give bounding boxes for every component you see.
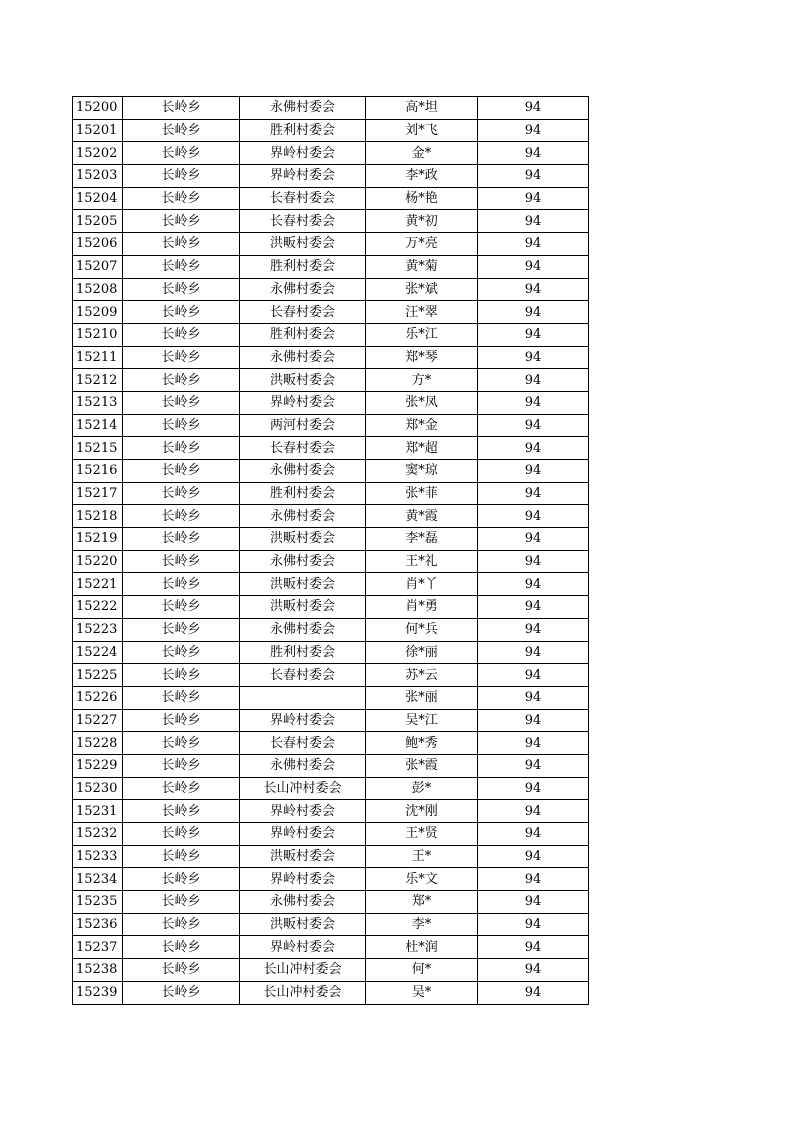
- score-cell: 94: [478, 641, 589, 664]
- score-cell: 94: [478, 187, 589, 210]
- roster-table: [72, 96, 589, 1005]
- village-committee-cell: 永佛村委会: [240, 754, 366, 777]
- table-row: [73, 482, 589, 505]
- table-row: [73, 618, 589, 641]
- record-number-cell: 15228: [73, 732, 123, 755]
- township-cell: 长岭乡: [123, 823, 240, 846]
- person-name-cell: 方*: [366, 369, 478, 392]
- record-number-cell: 15203: [73, 165, 123, 188]
- table-row: [73, 414, 589, 437]
- score-cell: 94: [478, 777, 589, 800]
- person-name-cell: 乐*文: [366, 868, 478, 891]
- person-name-cell: 何*兵: [366, 618, 478, 641]
- score-cell: 94: [478, 505, 589, 528]
- village-committee-cell: 永佛村委会: [240, 460, 366, 483]
- village-committee-cell: 长春村委会: [240, 187, 366, 210]
- score-cell: 94: [478, 142, 589, 165]
- person-name-cell: 张*凤: [366, 391, 478, 414]
- table-row: [73, 936, 589, 959]
- record-number-cell: 15237: [73, 936, 123, 959]
- table-row: [73, 686, 589, 709]
- person-name-cell: 李*: [366, 913, 478, 936]
- table-row: [73, 709, 589, 732]
- table-row: [73, 97, 589, 120]
- table-row: [73, 641, 589, 664]
- village-committee-cell: 长春村委会: [240, 301, 366, 324]
- person-name-cell: 王*贤: [366, 823, 478, 846]
- table-row: [73, 187, 589, 210]
- township-cell: 长岭乡: [123, 664, 240, 687]
- record-number-cell: 15212: [73, 369, 123, 392]
- village-committee-cell: 洪畈村委会: [240, 233, 366, 256]
- person-name-cell: 李*政: [366, 165, 478, 188]
- township-cell: 长岭乡: [123, 528, 240, 551]
- village-committee-cell: 洪畈村委会: [240, 369, 366, 392]
- township-cell: 长岭乡: [123, 936, 240, 959]
- table-row: [73, 460, 589, 483]
- village-committee-cell: 长春村委会: [240, 664, 366, 687]
- score-cell: 94: [478, 618, 589, 641]
- score-cell: 94: [478, 823, 589, 846]
- table-row: [73, 142, 589, 165]
- township-cell: 长岭乡: [123, 301, 240, 324]
- table-row: [73, 664, 589, 687]
- township-cell: 长岭乡: [123, 391, 240, 414]
- village-committee-cell: 永佛村委会: [240, 891, 366, 914]
- score-cell: 94: [478, 278, 589, 301]
- village-committee-cell: 长山冲村委会: [240, 981, 366, 1004]
- person-name-cell: 肖*勇: [366, 596, 478, 619]
- score-cell: 94: [478, 482, 589, 505]
- score-cell: 94: [478, 754, 589, 777]
- score-cell: 94: [478, 868, 589, 891]
- person-name-cell: 乐*江: [366, 323, 478, 346]
- village-committee-cell: 长山冲村委会: [240, 777, 366, 800]
- score-cell: 94: [478, 233, 589, 256]
- person-name-cell: 万*亮: [366, 233, 478, 256]
- record-number-cell: 15224: [73, 641, 123, 664]
- record-number-cell: 15211: [73, 346, 123, 369]
- person-name-cell: 吴*: [366, 981, 478, 1004]
- record-number-cell: 15214: [73, 414, 123, 437]
- table-row: [73, 391, 589, 414]
- table-row: [73, 165, 589, 188]
- table-row: [73, 437, 589, 460]
- person-name-cell: 肖*丫: [366, 573, 478, 596]
- record-number-cell: 15225: [73, 664, 123, 687]
- township-cell: 长岭乡: [123, 346, 240, 369]
- record-number-cell: 15232: [73, 823, 123, 846]
- person-name-cell: 张*霞: [366, 754, 478, 777]
- person-name-cell: 王*礼: [366, 550, 478, 573]
- person-name-cell: 鲍*秀: [366, 732, 478, 755]
- table-row: [73, 845, 589, 868]
- village-committee-cell: 洪畈村委会: [240, 528, 366, 551]
- township-cell: 长岭乡: [123, 210, 240, 233]
- township-cell: 长岭乡: [123, 550, 240, 573]
- person-name-cell: 郑*金: [366, 414, 478, 437]
- score-cell: 94: [478, 210, 589, 233]
- record-number-cell: 15226: [73, 686, 123, 709]
- table-row: [73, 550, 589, 573]
- village-committee-cell: 胜利村委会: [240, 641, 366, 664]
- village-committee-cell: 永佛村委会: [240, 278, 366, 301]
- person-name-cell: 黄*霞: [366, 505, 478, 528]
- village-committee-cell: 界岭村委会: [240, 391, 366, 414]
- person-name-cell: 高*坦: [366, 97, 478, 120]
- township-cell: 长岭乡: [123, 709, 240, 732]
- record-number-cell: 15207: [73, 255, 123, 278]
- table-row: [73, 369, 589, 392]
- village-committee-cell: 界岭村委会: [240, 800, 366, 823]
- person-name-cell: 郑*: [366, 891, 478, 914]
- village-committee-cell: 永佛村委会: [240, 505, 366, 528]
- township-cell: 长岭乡: [123, 913, 240, 936]
- record-number-cell: 15210: [73, 323, 123, 346]
- township-cell: 长岭乡: [123, 255, 240, 278]
- township-cell: 长岭乡: [123, 618, 240, 641]
- score-cell: 94: [478, 414, 589, 437]
- score-cell: 94: [478, 596, 589, 619]
- record-number-cell: 15205: [73, 210, 123, 233]
- village-committee-cell: 洪畈村委会: [240, 913, 366, 936]
- score-cell: 94: [478, 913, 589, 936]
- table-row: [73, 777, 589, 800]
- person-name-cell: 汪*翠: [366, 301, 478, 324]
- village-committee-cell: 胜利村委会: [240, 482, 366, 505]
- village-committee-cell: 永佛村委会: [240, 550, 366, 573]
- score-cell: 94: [478, 255, 589, 278]
- score-cell: 94: [478, 732, 589, 755]
- village-committee-cell: 界岭村委会: [240, 709, 366, 732]
- score-cell: 94: [478, 709, 589, 732]
- table-row: [73, 596, 589, 619]
- township-cell: 长岭乡: [123, 959, 240, 982]
- record-number-cell: 15233: [73, 845, 123, 868]
- roster-table-body: [73, 97, 589, 1005]
- township-cell: 长岭乡: [123, 732, 240, 755]
- person-name-cell: 王*: [366, 845, 478, 868]
- table-row: [73, 323, 589, 346]
- village-committee-cell: 两河村委会: [240, 414, 366, 437]
- record-number-cell: 15221: [73, 573, 123, 596]
- township-cell: 长岭乡: [123, 981, 240, 1004]
- score-cell: 94: [478, 891, 589, 914]
- village-committee-cell: 长春村委会: [240, 210, 366, 233]
- record-number-cell: 15202: [73, 142, 123, 165]
- township-cell: 长岭乡: [123, 777, 240, 800]
- person-name-cell: 郑*琴: [366, 346, 478, 369]
- village-committee-cell: 永佛村委会: [240, 97, 366, 120]
- record-number-cell: 15201: [73, 119, 123, 142]
- township-cell: 长岭乡: [123, 414, 240, 437]
- village-committee-cell: 胜利村委会: [240, 119, 366, 142]
- score-cell: 94: [478, 165, 589, 188]
- table-row: [73, 119, 589, 142]
- score-cell: 94: [478, 346, 589, 369]
- table-row: [73, 981, 589, 1004]
- village-committee-cell: 界岭村委会: [240, 868, 366, 891]
- score-cell: 94: [478, 664, 589, 687]
- township-cell: 长岭乡: [123, 891, 240, 914]
- table-row: [73, 255, 589, 278]
- township-cell: 长岭乡: [123, 596, 240, 619]
- township-cell: 长岭乡: [123, 505, 240, 528]
- township-cell: 长岭乡: [123, 142, 240, 165]
- person-name-cell: 张*丽: [366, 686, 478, 709]
- township-cell: 长岭乡: [123, 97, 240, 120]
- table-row: [73, 505, 589, 528]
- score-cell: 94: [478, 936, 589, 959]
- village-committee-cell: 长春村委会: [240, 437, 366, 460]
- score-cell: 94: [478, 550, 589, 573]
- person-name-cell: 张*菲: [366, 482, 478, 505]
- record-number-cell: 15216: [73, 460, 123, 483]
- township-cell: 长岭乡: [123, 165, 240, 188]
- record-number-cell: 15235: [73, 891, 123, 914]
- township-cell: 长岭乡: [123, 437, 240, 460]
- table-row: [73, 210, 589, 233]
- table-row: [73, 732, 589, 755]
- record-number-cell: 15220: [73, 550, 123, 573]
- table-row: [73, 233, 589, 256]
- record-number-cell: 15200: [73, 97, 123, 120]
- score-cell: 94: [478, 959, 589, 982]
- person-name-cell: 刘*飞: [366, 119, 478, 142]
- person-name-cell: 苏*云: [366, 664, 478, 687]
- record-number-cell: 15206: [73, 233, 123, 256]
- score-cell: 94: [478, 800, 589, 823]
- village-committee-cell: 界岭村委会: [240, 142, 366, 165]
- village-committee-cell: 洪畈村委会: [240, 573, 366, 596]
- table-row: [73, 301, 589, 324]
- person-name-cell: 杨*艳: [366, 187, 478, 210]
- score-cell: 94: [478, 323, 589, 346]
- person-name-cell: 郑*超: [366, 437, 478, 460]
- record-number-cell: 15239: [73, 981, 123, 1004]
- score-cell: 94: [478, 301, 589, 324]
- record-number-cell: 15209: [73, 301, 123, 324]
- person-name-cell: 李*磊: [366, 528, 478, 551]
- record-number-cell: 15238: [73, 959, 123, 982]
- township-cell: 长岭乡: [123, 369, 240, 392]
- person-name-cell: 吴*江: [366, 709, 478, 732]
- township-cell: 长岭乡: [123, 868, 240, 891]
- score-cell: 94: [478, 369, 589, 392]
- record-number-cell: 15234: [73, 868, 123, 891]
- person-name-cell: 黄*菊: [366, 255, 478, 278]
- township-cell: 长岭乡: [123, 323, 240, 346]
- table-row: [73, 913, 589, 936]
- township-cell: 长岭乡: [123, 482, 240, 505]
- village-committee-cell: 永佛村委会: [240, 618, 366, 641]
- record-number-cell: 15204: [73, 187, 123, 210]
- person-name-cell: 沈*刚: [366, 800, 478, 823]
- village-committee-cell: 胜利村委会: [240, 323, 366, 346]
- person-name-cell: 彭*: [366, 777, 478, 800]
- record-number-cell: 15223: [73, 618, 123, 641]
- township-cell: 长岭乡: [123, 233, 240, 256]
- township-cell: 长岭乡: [123, 278, 240, 301]
- score-cell: 94: [478, 528, 589, 551]
- township-cell: 长岭乡: [123, 754, 240, 777]
- township-cell: 长岭乡: [123, 460, 240, 483]
- township-cell: 长岭乡: [123, 573, 240, 596]
- score-cell: 94: [478, 845, 589, 868]
- township-cell: 长岭乡: [123, 641, 240, 664]
- record-number-cell: 15217: [73, 482, 123, 505]
- record-number-cell: 15227: [73, 709, 123, 732]
- record-number-cell: 15208: [73, 278, 123, 301]
- village-committee-cell: 胜利村委会: [240, 255, 366, 278]
- record-number-cell: 15213: [73, 391, 123, 414]
- township-cell: 长岭乡: [123, 686, 240, 709]
- score-cell: 94: [478, 119, 589, 142]
- score-cell: 94: [478, 437, 589, 460]
- table-row: [73, 528, 589, 551]
- record-number-cell: 15219: [73, 528, 123, 551]
- score-cell: 94: [478, 686, 589, 709]
- township-cell: 长岭乡: [123, 845, 240, 868]
- score-cell: 94: [478, 391, 589, 414]
- table-row: [73, 800, 589, 823]
- village-committee-cell: 永佛村委会: [240, 346, 366, 369]
- table-row: [73, 346, 589, 369]
- person-name-cell: 黄*初: [366, 210, 478, 233]
- record-number-cell: 15236: [73, 913, 123, 936]
- table-row: [73, 573, 589, 596]
- person-name-cell: 金*: [366, 142, 478, 165]
- table-row: [73, 278, 589, 301]
- table-row: [73, 891, 589, 914]
- village-committee-cell: 洪畈村委会: [240, 845, 366, 868]
- village-committee-cell: 界岭村委会: [240, 165, 366, 188]
- person-name-cell: 张*斌: [366, 278, 478, 301]
- township-cell: 长岭乡: [123, 119, 240, 142]
- township-cell: 长岭乡: [123, 800, 240, 823]
- village-committee-cell: 界岭村委会: [240, 823, 366, 846]
- record-number-cell: 15218: [73, 505, 123, 528]
- score-cell: 94: [478, 460, 589, 483]
- table-row: [73, 754, 589, 777]
- score-cell: 94: [478, 981, 589, 1004]
- person-name-cell: 杜*润: [366, 936, 478, 959]
- record-number-cell: 15230: [73, 777, 123, 800]
- village-committee-cell: 长山冲村委会: [240, 959, 366, 982]
- person-name-cell: 何*: [366, 959, 478, 982]
- score-cell: 94: [478, 97, 589, 120]
- record-number-cell: 15215: [73, 437, 123, 460]
- village-committee-cell: 界岭村委会: [240, 936, 366, 959]
- village-committee-cell: 长春村委会: [240, 732, 366, 755]
- record-number-cell: 15229: [73, 754, 123, 777]
- record-number-cell: 15231: [73, 800, 123, 823]
- table-row: [73, 959, 589, 982]
- score-cell: 94: [478, 573, 589, 596]
- record-number-cell: 15222: [73, 596, 123, 619]
- person-name-cell: 窦*琼: [366, 460, 478, 483]
- village-committee-cell: 洪畈村委会: [240, 596, 366, 619]
- village-committee-cell: [240, 686, 366, 709]
- person-name-cell: 徐*丽: [366, 641, 478, 664]
- table-row: [73, 823, 589, 846]
- township-cell: 长岭乡: [123, 187, 240, 210]
- table-row: [73, 868, 589, 891]
